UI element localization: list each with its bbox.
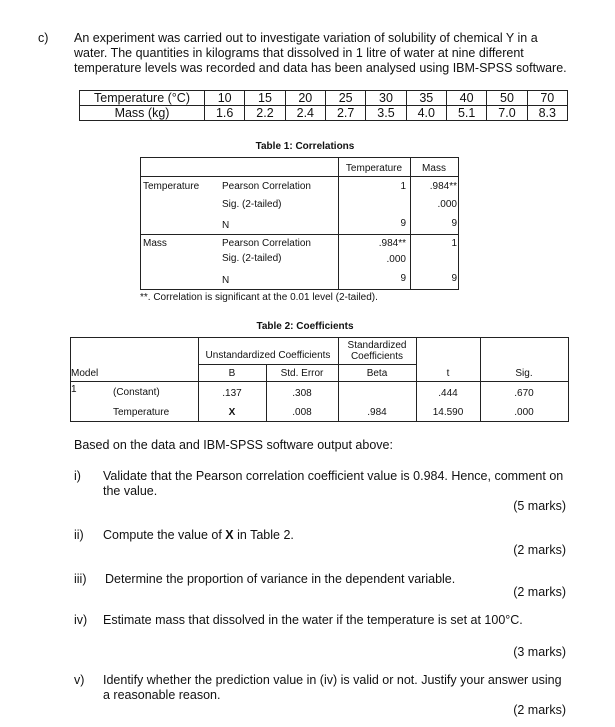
intro-line: temperature levels was recorded and data has been analysed using IBM-SPSS software. (74, 61, 567, 75)
unknown-x: X (228, 407, 236, 418)
mass-value: 2.7 (325, 106, 365, 121)
cell-value: .000 (437, 199, 457, 210)
unstandardized-header: Unstandardized Coefficients (205, 350, 331, 361)
part-number: i) (74, 469, 81, 483)
cell-value: 1 (451, 238, 457, 249)
col-temperature: Temperature (345, 163, 403, 174)
question-label: c) (38, 31, 49, 45)
table-rule (70, 421, 568, 422)
part-prefix: Compute the value of (103, 528, 226, 542)
cell-value: .137 (222, 388, 242, 399)
col-beta: Beta (366, 368, 388, 379)
cell-value: .000 (514, 407, 534, 418)
n-label: N (222, 220, 230, 231)
table1-footnote: **. Correlation is significant at the 0.01 level (2-tailed). (140, 292, 378, 303)
cell-value: 1 (400, 181, 406, 192)
temperature-value: 20 (285, 91, 325, 106)
cell-value: .984** (378, 238, 406, 249)
col-t: t (446, 368, 450, 379)
table-rule (70, 337, 568, 338)
intro-line: water. The quantities in kilograms that dissolved in 1 litre of water at nine different (74, 46, 524, 60)
cell-value: 9 (400, 218, 406, 229)
part-line: Identify whether the prediction value in (iv) is valid or not. Justify your answer using (103, 673, 562, 687)
col-model: Model (71, 368, 99, 379)
mass-value: 1.6 (205, 106, 245, 121)
table-rule (140, 157, 141, 290)
intro-line: An experiment was carried out to investigate variation of solubility of chemical Y in a (74, 31, 538, 45)
mass-value: 5.1 (446, 106, 486, 121)
part-marks: (2 marks) (513, 703, 566, 717)
row-temperature: Temperature (113, 407, 170, 418)
question-intro (74, 31, 584, 76)
part-text: Estimate mass that dissolved in the water if the temperature is set at 100°C. (103, 613, 523, 627)
part-line: the value. (103, 484, 158, 498)
part-marks: (5 marks) (513, 499, 566, 513)
table-rule (410, 157, 411, 290)
part-text (103, 673, 583, 703)
col-b: B (228, 368, 236, 379)
sig-label: Sig. (2-tailed) (222, 199, 282, 210)
cell-value: .008 (292, 407, 312, 418)
table-rule (338, 157, 339, 290)
table-rule (70, 337, 71, 422)
part-number: iii) (74, 572, 87, 586)
cell-value: .308 (292, 388, 312, 399)
standardized-header: Coefficients (350, 351, 404, 362)
temperature-mass-table (79, 90, 568, 121)
table1-title: Table 1: Correlations (255, 141, 355, 152)
table-rule (70, 381, 568, 382)
mass-label: Mass (kg) (80, 106, 205, 121)
row-constant: (Constant) (113, 387, 160, 398)
based-on-text: Based on the data and IBM-SPSS software output above: (74, 438, 393, 452)
part-text (103, 469, 583, 499)
part-line: a reasonable reason. (103, 688, 221, 702)
col-mass: Mass (422, 163, 446, 174)
temperature-value: 30 (366, 91, 406, 106)
temperature-value: 70 (527, 91, 567, 106)
temperature-value: 50 (487, 91, 527, 106)
temperature-row (80, 91, 568, 106)
part-marks: (3 marks) (513, 645, 566, 659)
mass-value: 3.5 (366, 106, 406, 121)
table2-title: Table 2: Coefficients (256, 321, 354, 332)
part-text: Determine the proportion of variance in the dependent variable. (105, 572, 456, 586)
table-rule (568, 337, 569, 422)
part-marks: (2 marks) (513, 543, 566, 557)
mass-value: 2.4 (285, 106, 325, 121)
temperature-value: 40 (446, 91, 486, 106)
part-text (103, 528, 294, 543)
table-rule (458, 157, 459, 290)
part-number: iv) (74, 613, 88, 627)
part-number: ii) (74, 528, 84, 542)
temperature-label: Temperature (°C) (80, 91, 205, 106)
cell-value: .670 (514, 388, 534, 399)
temperature-value: 25 (325, 91, 365, 106)
row-mass: Mass (143, 238, 167, 249)
cell-value: 9 (400, 273, 406, 284)
cell-value: 14.590 (432, 407, 464, 418)
part-line: Validate that the Pearson correlation coefficient value is 0.984. Hence, comment on (103, 469, 564, 483)
temperature-value: 35 (406, 91, 446, 106)
part-bold: X (225, 528, 234, 542)
temperature-value: 15 (245, 91, 285, 106)
mass-value: 4.0 (406, 106, 446, 121)
temperature-value: 10 (205, 91, 245, 106)
cell-value: .444 (438, 388, 458, 399)
row-temperature: Temperature (143, 181, 200, 192)
mass-value: 8.3 (527, 106, 567, 121)
part-number: v) (74, 673, 85, 687)
part-marks: (2 marks) (513, 585, 566, 599)
col-sig: Sig. (515, 368, 533, 379)
col-std-error: Std. Error (280, 368, 324, 379)
model-number: 1 (71, 384, 77, 395)
cell-value: 9 (451, 273, 457, 284)
pearson-label: Pearson Correlation (222, 181, 311, 192)
pearson-label: Pearson Correlation (222, 238, 311, 249)
cell-value: 9 (451, 218, 457, 229)
mass-value: 2.2 (245, 106, 285, 121)
cell-value: .984** (429, 181, 457, 192)
standardized-header: Standardized (347, 340, 407, 351)
mass-row (80, 106, 568, 121)
part-suffix: in Table 2. (233, 528, 294, 542)
cell-value: .984 (367, 407, 387, 418)
cell-value: .000 (386, 254, 406, 265)
table-rule (198, 364, 416, 365)
sig-label: Sig. (2-tailed) (222, 253, 282, 264)
mass-value: 7.0 (487, 106, 527, 121)
n-label: N (222, 275, 230, 286)
